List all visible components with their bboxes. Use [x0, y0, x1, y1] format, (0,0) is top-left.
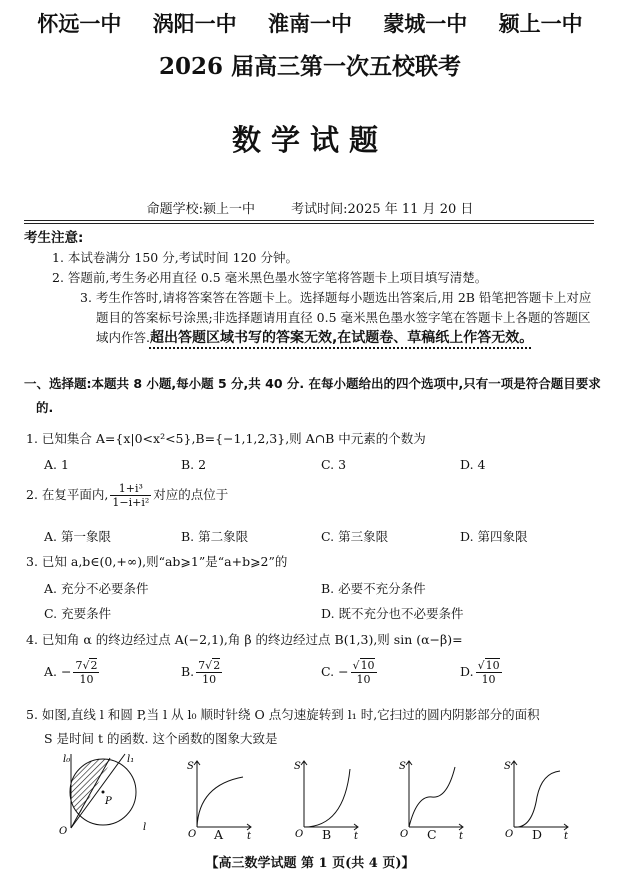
notice-item	[24, 288, 599, 348]
page-footer: 【高三数学试题 第 1 页(共 4 页)】	[205, 856, 415, 871]
graph-option-label: C	[427, 827, 437, 842]
fraction-numerator	[73, 659, 99, 673]
notice-emphasis: 超出答题区域书写的答案无效,在试题卷、草稿纸上作答无效。	[149, 330, 534, 346]
label-o: O	[59, 826, 68, 837]
option-fraction	[73, 659, 99, 686]
exam-title: 2026 届高三第一次五校联考	[158, 53, 462, 80]
question-3-stem: 3. 已知 a,b∈(0,+∞),则“ab⩾1”是“a+b⩾2”的	[26, 554, 288, 569]
fraction-denominator: 1−i+i²	[112, 496, 150, 509]
graph-option-label: A	[214, 827, 224, 842]
question-2-option-a: A. 第一象限	[44, 529, 111, 544]
axis-label-s: S	[294, 761, 301, 772]
fraction-numerator	[476, 659, 502, 673]
fraction-denominator: 10	[79, 673, 94, 686]
option-label: A. −	[44, 664, 72, 679]
school-name: 涡阳一中	[152, 12, 237, 36]
axis-label-t: t	[564, 831, 569, 842]
notice-item-text: 3. 考生作答时,请将答案答在答题卡上。选择题每小题选出答案后,用 2B 铅笔把答题卡上对应题目的答案标号涂黑;非选择题请用直径 0.5 毫米黑色墨水签字笔在答题卡上各题的答题区域内作答.	[80, 290, 592, 345]
fraction-denominator: 10	[202, 673, 217, 686]
radical-sign: √	[82, 659, 90, 672]
question-4-option-b	[181, 659, 224, 686]
divider-top	[24, 220, 594, 221]
area-curve	[409, 767, 455, 827]
rotating-line-figure	[55, 752, 155, 842]
question-3-option-a: A. 充分不必要条件	[44, 581, 149, 596]
graph-option-label: B	[322, 827, 332, 842]
question-5-stem-line1: 5. 如图,直线 l 和圆 P,当 l 从 l₀ 顺时针绕 O 点匀速旋转到 l₁ 时,它扫过的圆内阴影部分的面积	[26, 707, 540, 722]
axis-label-s: S	[187, 761, 194, 772]
question-2-stem-prefix: 2. 在复平面内,	[26, 487, 109, 502]
question-1-option-d: D. 4	[460, 457, 486, 472]
graph-option-label: D	[532, 827, 543, 842]
notice-item: 1. 本试卷满分 150 分,考试时间 120 分钟。	[52, 250, 298, 265]
radicand: 10	[485, 659, 500, 672]
section-heading: 一、选择题:本题共 8 小题,每小题 5 分,共 40 分. 在每小题给出的四个选项中,只有一项是符合题目要求的.	[24, 376, 601, 415]
numerator-coefficient: 7	[198, 659, 206, 672]
option-fraction	[196, 659, 222, 686]
question-2-stem-suffix: 对应的点位于	[153, 487, 229, 502]
question-5-stem-line2: S 是时间 t 的函数. 这个函数的图象大致是	[44, 731, 278, 746]
area-curve	[304, 769, 350, 827]
divider-bottom	[24, 223, 594, 224]
question-1-option-a: A. 1	[44, 457, 69, 472]
question-3-option-c: C. 充要条件	[44, 606, 112, 621]
option-label: D.	[460, 664, 474, 679]
axis-label-o: O	[505, 829, 514, 840]
school-list	[0, 8, 620, 38]
label-p: P	[105, 796, 112, 807]
setter-school: 命题学校:颍上一中	[146, 202, 256, 217]
school-name: 怀远一中	[37, 12, 122, 36]
radical-sign: √	[205, 659, 213, 672]
question-4-option-a	[44, 659, 101, 686]
exam-meta	[0, 198, 620, 217]
axis-label-s: S	[399, 761, 406, 772]
area-curve	[514, 771, 560, 827]
option-label: C. −	[321, 664, 349, 679]
question-2-option-c: C. 第三象限	[321, 529, 389, 544]
notice-heading: 考生注意:	[24, 230, 84, 246]
option-fraction	[476, 659, 502, 686]
fraction-denominator: 10	[481, 673, 496, 686]
radical-sign: √	[477, 659, 485, 672]
school-name: 淮南一中	[268, 12, 352, 36]
axis-label-s: S	[504, 761, 511, 772]
school-name: 蒙城一中	[383, 12, 468, 36]
numerator-coefficient: 7	[75, 659, 83, 672]
axis-label-o: O	[400, 829, 409, 840]
fraction-numerator: 1+i³	[110, 482, 151, 496]
area-curve	[197, 777, 243, 827]
question-2-option-d: D. 第四象限	[460, 529, 528, 544]
fraction-numerator	[351, 659, 377, 673]
question-2-fraction	[110, 482, 151, 509]
radicand: 2	[90, 659, 98, 672]
question-4-stem: 4. 已知角 α 的终边经过点 A(−2,1),角 β 的终边经过点 B(1,3),则 sin (α−β)=	[26, 632, 463, 647]
question-3-option-d: D. 既不充分也不必要条件	[321, 606, 464, 621]
exam-date: 考试时间:2025 年 11 月 20 日	[291, 202, 474, 217]
label-l1: l₁	[127, 754, 135, 765]
center-p	[102, 791, 105, 794]
question-4-option-d	[460, 659, 504, 686]
candidate-notice	[24, 228, 599, 348]
question-2-option-b: B. 第二象限	[181, 529, 249, 544]
fraction-denominator: 10	[356, 673, 371, 686]
notice-item: 2. 答题前,考生务必用直径 0.5 毫米黑色墨水签字笔将答题卡上项目填写清楚。	[52, 270, 488, 285]
question-1-option-b: B. 2	[181, 457, 207, 472]
radicand: 2	[213, 659, 221, 672]
axis-label-o: O	[295, 829, 304, 840]
radical-sign: √	[352, 659, 360, 672]
radicand: 10	[360, 659, 375, 672]
question-2-stem	[26, 482, 228, 509]
label-l: l	[143, 822, 147, 833]
question-1-option-c: C. 3	[321, 457, 347, 472]
label-l0: l₀	[63, 754, 71, 765]
question-3-option-b: B. 必要不充分条件	[321, 581, 426, 596]
question-1-stem: 1. 已知集合 A={x|0<x²<5},B={−1,1,2,3},则 A∩B 中元素的个数为	[26, 431, 426, 446]
axis-label-t: t	[459, 831, 464, 842]
fraction-numerator	[196, 659, 222, 673]
subject-title: 数学试题	[231, 123, 388, 157]
question-4-option-c	[321, 659, 379, 686]
axis-label-t: t	[354, 831, 359, 842]
axis-label-t: t	[247, 831, 252, 842]
school-name: 颍上一中	[498, 12, 583, 36]
option-label: B.	[181, 664, 195, 679]
option-fraction	[351, 659, 377, 686]
axis-label-o: O	[188, 829, 197, 840]
